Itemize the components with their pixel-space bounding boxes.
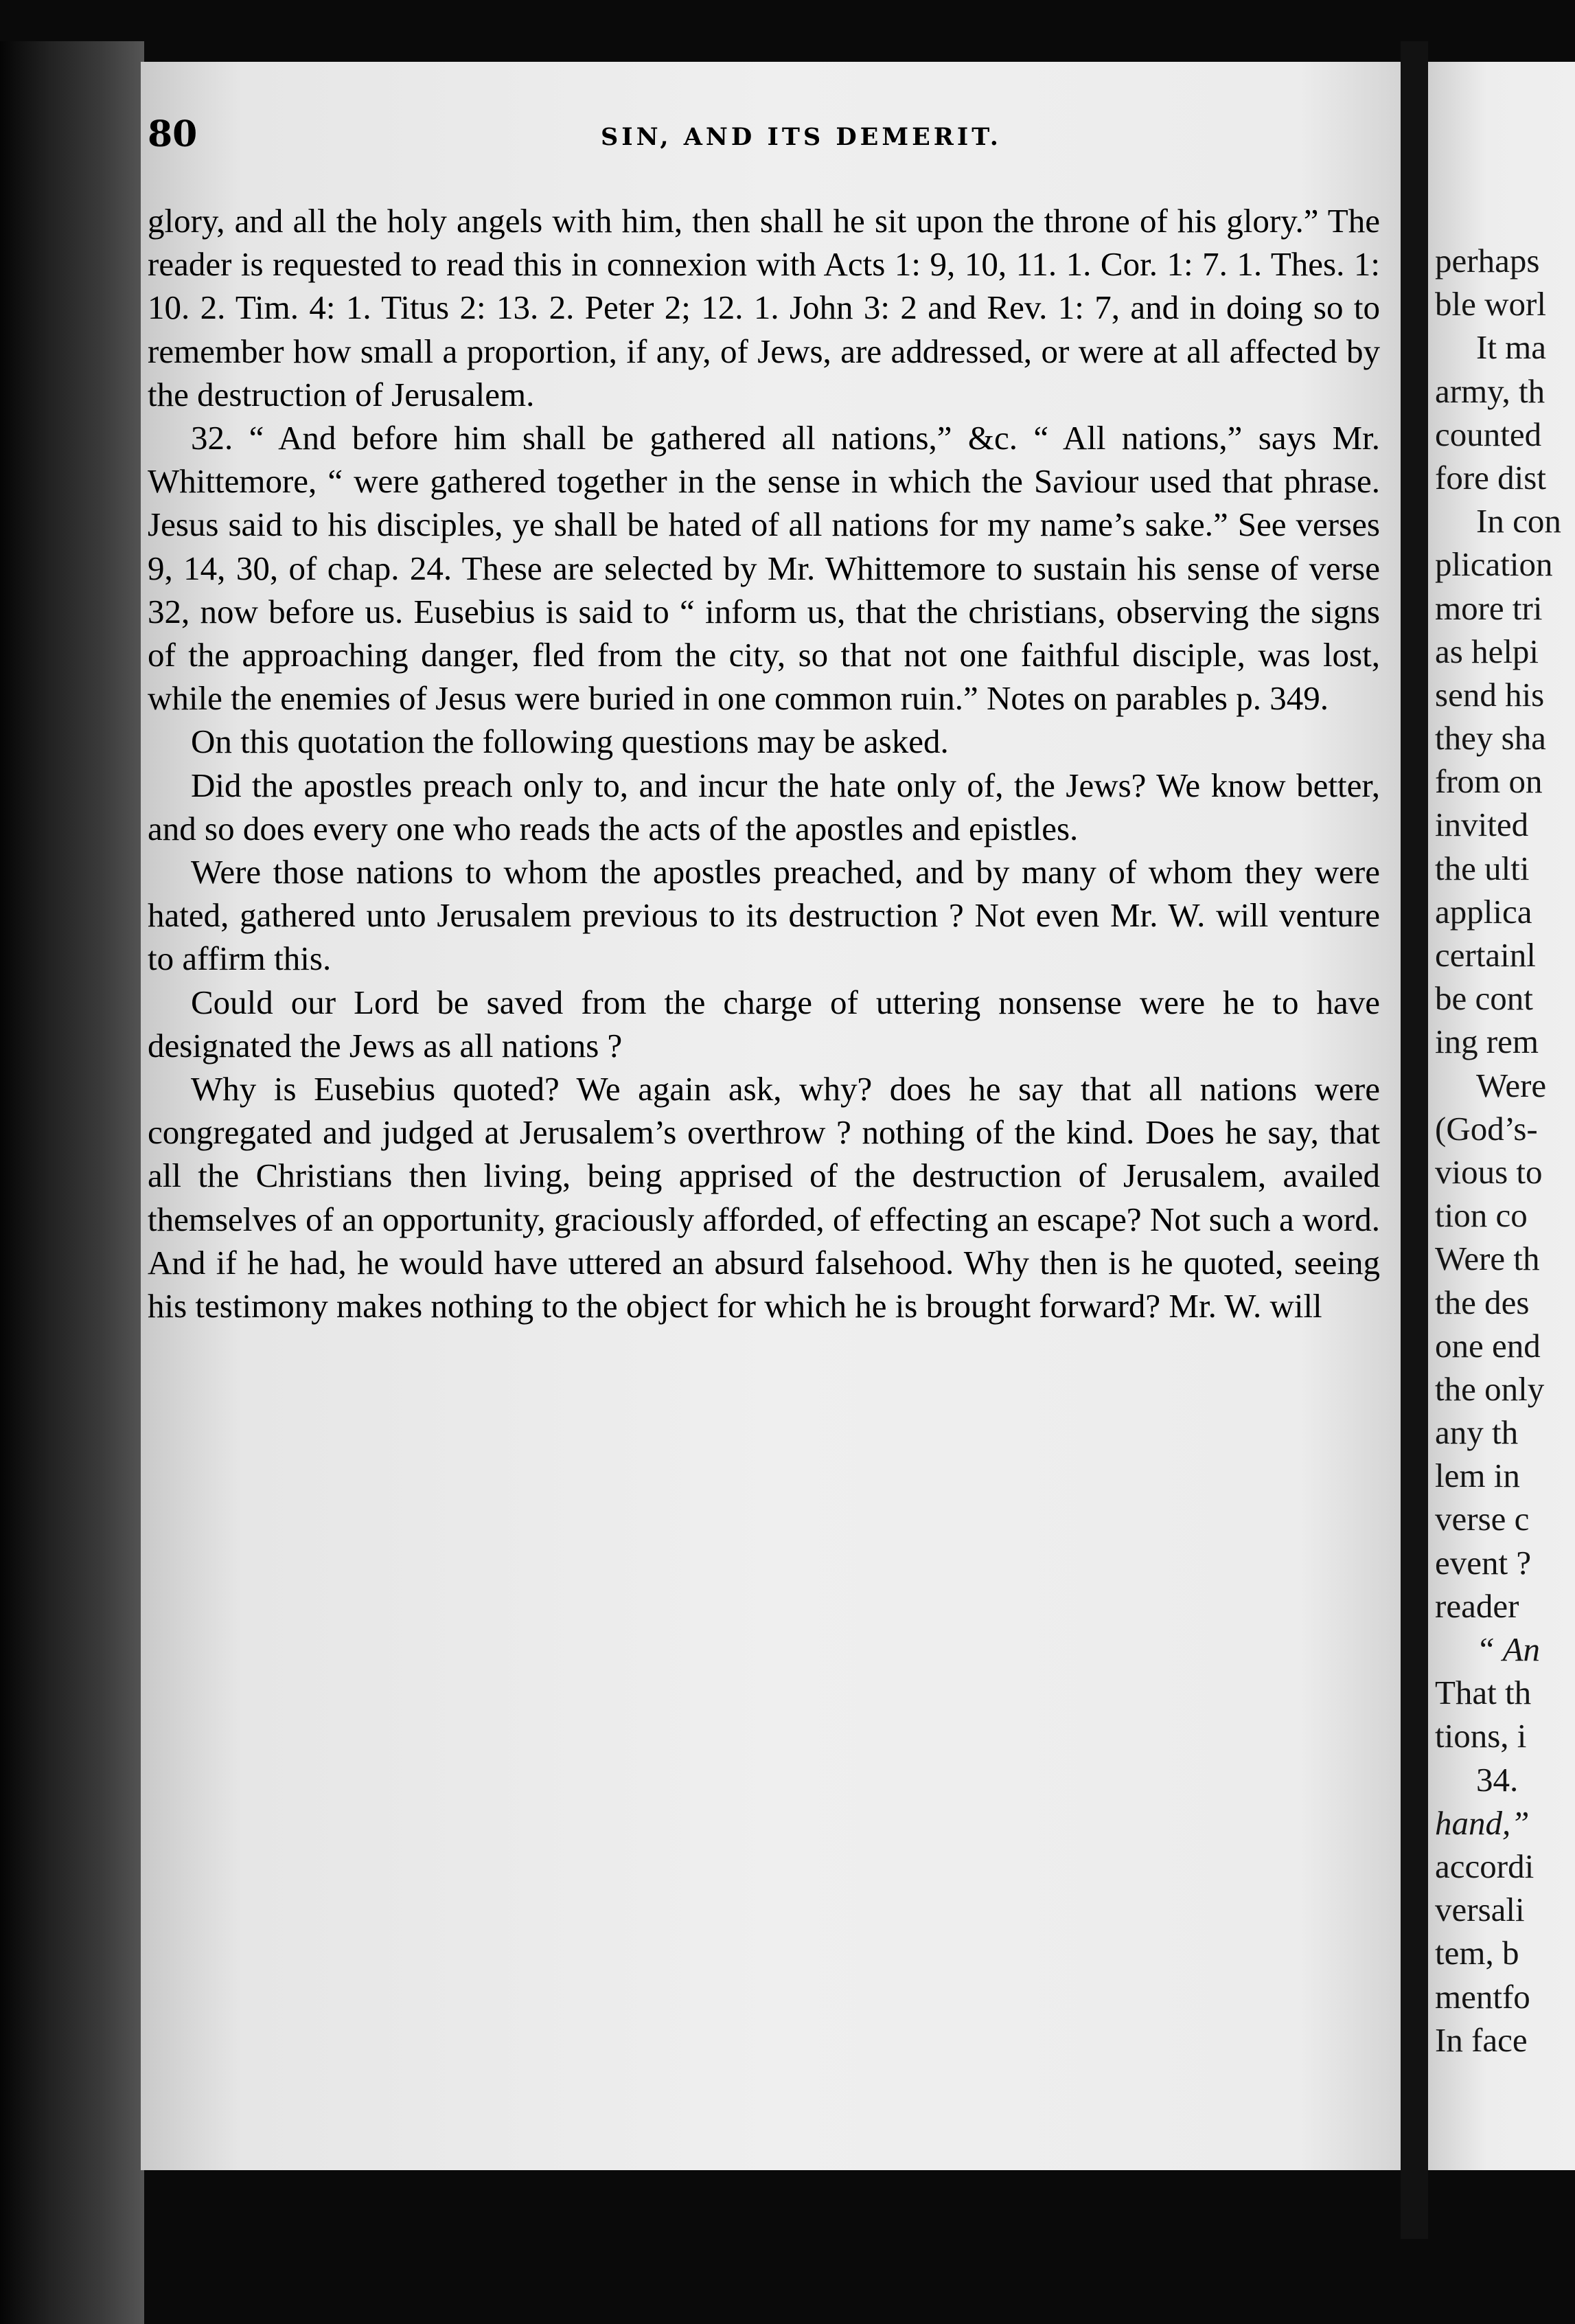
facing-line: as helpi xyxy=(1435,632,1539,670)
facing-line: the ulti xyxy=(1435,849,1530,887)
facing-line: reader xyxy=(1435,1586,1519,1625)
facing-line: army, th xyxy=(1435,372,1545,410)
facing-line: accordi xyxy=(1435,1847,1534,1885)
facing-line: mentfo xyxy=(1435,1977,1530,2016)
facing-line: hand,” xyxy=(1435,1803,1530,1842)
facing-line: perhaps xyxy=(1435,242,1540,280)
facing-line: Were th xyxy=(1435,1240,1540,1278)
running-head-title: SIN, AND ITS DEMERIT. xyxy=(601,123,1002,151)
facing-line: (God’s- xyxy=(1435,1109,1538,1148)
facing-line: In face xyxy=(1435,2020,1528,2059)
paragraph: On this quotation the following questions may be asked. xyxy=(191,722,949,761)
facing-line: fore dist xyxy=(1435,458,1546,497)
facing-line: counted xyxy=(1435,415,1542,453)
facing-line: In con xyxy=(1476,502,1561,540)
paragraph: Why is Eusebius quoted? We again ask, why? does he say that all nations were congregated and judged at Jerusalem’s overthrow ? nothing of the kind. Does he say, that all the Christians then living, being apprised of the destruction of Jerusalem, availed themselves of an opportunity, graciously afforded, of effecting an escape? Not such a word. And if he had, he would have uttered an absurd falsehood. Why then is he quoted, seeing his testimony makes nothing to the object for which he is brought forward? Mr. W. will xyxy=(148,1070,1380,1325)
paragraph: 32. “ And before him shall be gathered all nations,” &c. “ All nations,” says Mr. Whittemore, “ were gathered together in the sense in which the Saviour used that phrase. Jesus said to his disciples, ye shall be hated of all nations for my name’s sake.” See verses 9, 14, 30, of chap. 24. These are selected by Mr. Whittemore to sustain his sense of verse 32, now before us. Eusebius is said to “ inform us, that the christians, observing the signs of the approaching danger, fled from the city, so that not one faithful disciple, was lost, while the enemies of Jesus were buried in one common ruin.” Notes on parables p. 349. xyxy=(148,419,1380,718)
paragraph: Could our Lord be saved from the charge of uttering nonsense were he to have designated the Jews as all nations ? xyxy=(148,983,1380,1064)
facing-line: verse c xyxy=(1435,1500,1530,1538)
facing-line: ing rem xyxy=(1435,1023,1539,1061)
facing-line: one end xyxy=(1435,1326,1541,1365)
facing-line: send his xyxy=(1435,675,1545,714)
paragraph: Were those nations to whom the apostles preached, and by many of whom they were hated, gathered unto Jerusalem previous to its destruction ? Not even Mr. W. will venture to affirm this. xyxy=(148,853,1380,978)
body-text xyxy=(148,199,1380,1328)
facing-line: tions, i xyxy=(1435,1717,1527,1755)
facing-line: ble worl xyxy=(1435,285,1546,323)
facing-line: they sha xyxy=(1435,719,1546,757)
facing-line: That th xyxy=(1435,1674,1532,1712)
facing-line: lem in xyxy=(1435,1457,1520,1495)
facing-line: from on xyxy=(1435,762,1543,801)
facing-line: Were xyxy=(1476,1066,1547,1104)
paragraph: glory, and all the holy angels with him, then shall he sit upon the throne of his glory.” The reader is requested to read this in connexion with Acts 1: 9, 10, 11. 1. Cor. 1: 7. 1. Thes. 1: 10. 2. Tim. 4: 1. Titus 2: 13. 2. Peter 2; 12. 1. John 3: 2 and Rev. 1: 7, and in doing so to remember how small a proportion, if any, of Jews, are addressed, or were at all affected by the destruction of Jerusalem. xyxy=(148,202,1380,413)
facing-line: It ma xyxy=(1476,328,1547,367)
facing-line: versali xyxy=(1435,1891,1525,1929)
facing-page xyxy=(1428,62,1575,2170)
book-binding-shadow xyxy=(0,41,144,2324)
facing-page-text xyxy=(1435,239,1575,2062)
paragraph: Did the apostles preach only to, and incur the hate only of, the Jews? We know better, and so does every one who reads the acts of the apostles and epistles. xyxy=(148,766,1380,847)
facing-line: vious to xyxy=(1435,1152,1543,1191)
facing-line: event ? xyxy=(1435,1543,1532,1582)
facing-line: be cont xyxy=(1435,979,1533,1018)
facing-line: more tri xyxy=(1435,589,1543,627)
facing-line: “ An xyxy=(1476,1630,1541,1668)
facing-line: the des xyxy=(1435,1283,1530,1321)
facing-line: certainl xyxy=(1435,936,1536,974)
facing-line: the only xyxy=(1435,1369,1545,1408)
facing-line: invited xyxy=(1435,806,1529,844)
facing-line: 34. xyxy=(1476,1760,1519,1799)
facing-line: plication xyxy=(1435,545,1553,584)
running-head xyxy=(148,113,1377,168)
facing-line: tion co xyxy=(1435,1196,1528,1235)
page-gutter xyxy=(1401,41,1428,2239)
facing-line: applica xyxy=(1435,892,1532,931)
facing-line: tem, b xyxy=(1435,1934,1519,1972)
page-number: 80 xyxy=(148,113,198,155)
facing-line: any th xyxy=(1435,1413,1519,1452)
